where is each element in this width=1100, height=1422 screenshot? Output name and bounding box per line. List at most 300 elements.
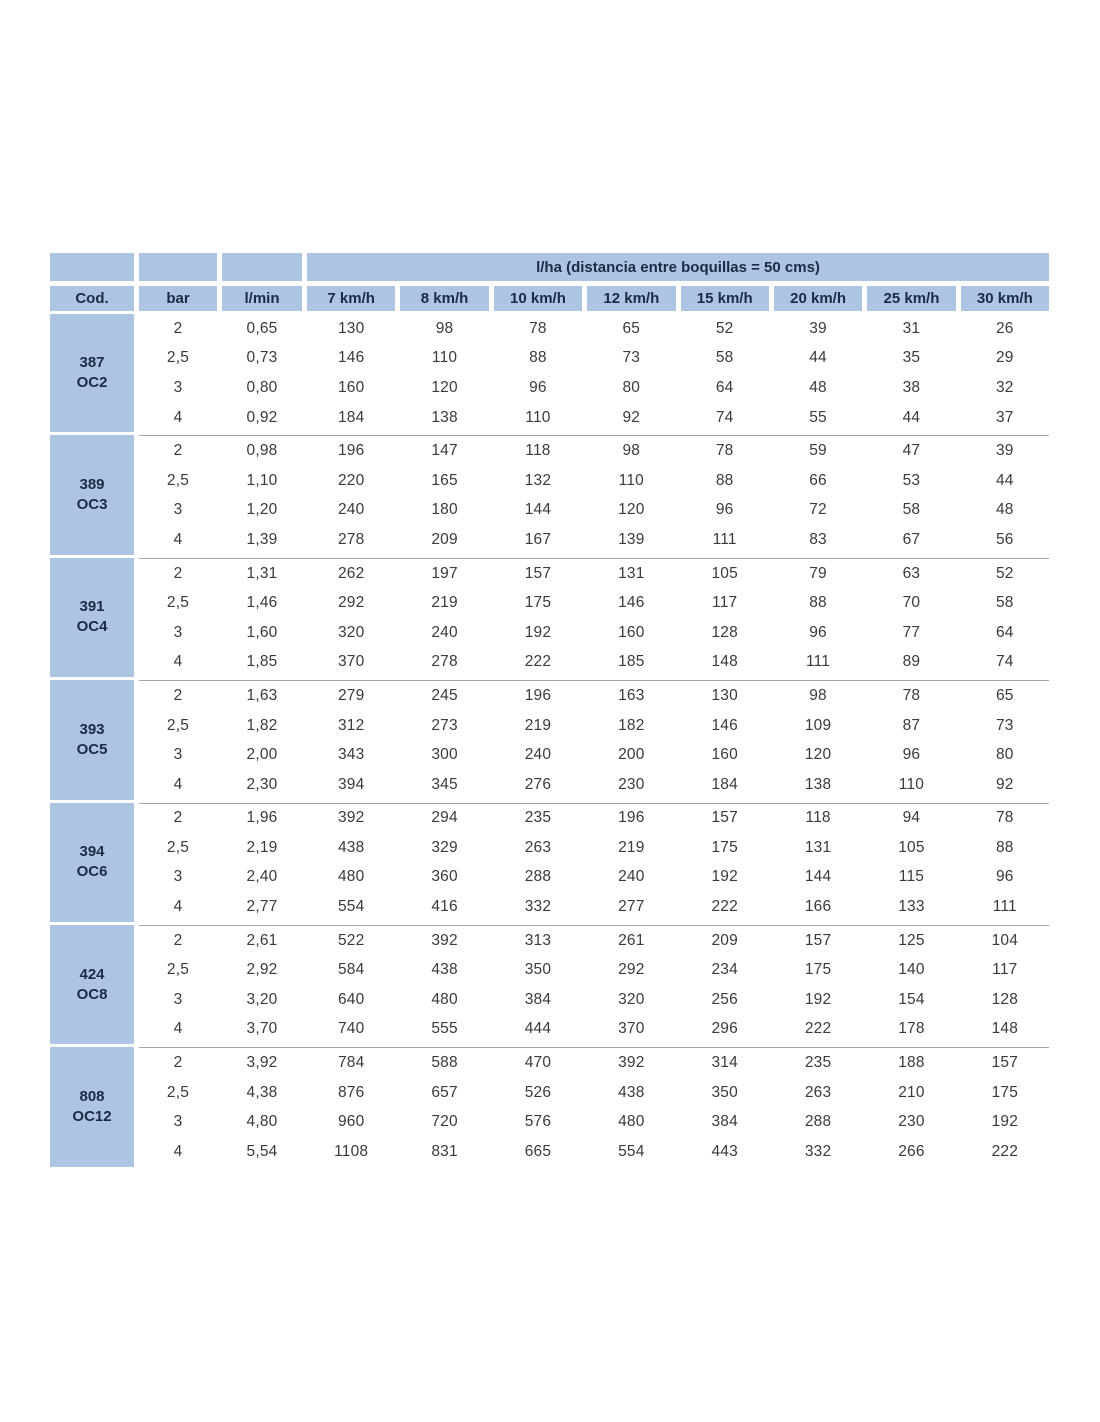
table-row: [139, 1107, 1049, 1137]
value-cell: 140: [898, 961, 925, 979]
value-cell: 157: [804, 931, 832, 949]
value-cell: 80: [995, 746, 1014, 764]
value-cell: 320: [618, 990, 645, 1008]
col-header-8kmh: 8 km/h: [400, 286, 488, 311]
value-cell: 138: [431, 408, 458, 426]
value-cell: 312: [337, 716, 365, 734]
value-cell: 192: [991, 1113, 1019, 1131]
value-cell: 665: [524, 1142, 552, 1160]
lmin-cell: 1,31: [246, 564, 278, 582]
value-cell: 588: [431, 1054, 458, 1072]
value-cell: 105: [898, 838, 925, 856]
value-cell: 115: [898, 868, 925, 886]
lmin-cell: 2,61: [246, 931, 278, 949]
value-cell: 416: [431, 898, 458, 916]
lmin-cell: 2,77: [246, 898, 278, 916]
table-row: [139, 559, 1049, 589]
table-row: [139, 985, 1049, 1015]
value-cell: 157: [991, 1054, 1019, 1072]
value-cell: 157: [711, 809, 738, 827]
value-cell: 128: [711, 623, 738, 641]
value-cell: 118: [805, 809, 831, 827]
bar-cell: 4: [173, 898, 183, 916]
value-cell: 146: [337, 349, 365, 367]
value-cell: 96: [715, 501, 734, 519]
value-cell: 256: [711, 990, 738, 1008]
bar-cell: 4: [173, 1020, 183, 1038]
value-cell: 263: [524, 838, 552, 856]
value-cell: 278: [337, 530, 365, 548]
table-row: [139, 373, 1049, 403]
value-cell: 88: [809, 594, 827, 612]
value-cell: 120: [431, 378, 458, 396]
col-header-30kmh: 30 km/h: [961, 286, 1049, 311]
value-cell: 263: [804, 1083, 832, 1101]
value-cell: 392: [618, 1054, 645, 1072]
value-cell: 48: [809, 378, 827, 396]
value-cell: 277: [618, 898, 645, 916]
table-row: [139, 648, 1049, 678]
value-cell: 110: [898, 775, 925, 793]
value-cell: 31: [902, 319, 921, 337]
group-rows: [139, 680, 1049, 799]
value-cell: 146: [618, 594, 645, 612]
bar-cell: 3: [173, 868, 183, 886]
table-row: [139, 1015, 1049, 1045]
value-cell: 167: [524, 530, 552, 548]
group-rows: [139, 925, 1049, 1044]
col-header-12kmh: 12 km/h: [587, 286, 675, 311]
value-cell: 222: [524, 653, 552, 671]
lmin-cell: 1,60: [246, 623, 278, 641]
span-header-lha: l/ha (distancia entre boquillas = 50 cms): [307, 253, 1049, 281]
value-cell: 370: [337, 653, 365, 671]
value-cell: 444: [524, 1020, 552, 1038]
header-spacer-cod: [50, 253, 134, 281]
lmin-cell: 1,46: [246, 594, 278, 612]
value-cell: 74: [715, 408, 734, 426]
table-row: [139, 588, 1049, 618]
table-row: [139, 833, 1049, 863]
value-cell: 438: [337, 838, 365, 856]
value-cell: 148: [711, 653, 738, 671]
value-cell: 329: [431, 838, 458, 856]
value-cell: 640: [337, 990, 365, 1008]
bar-cell: 3: [173, 623, 183, 641]
value-cell: 350: [524, 961, 552, 979]
lmin-cell: 1,96: [246, 809, 278, 827]
lmin-cell: 0,65: [246, 319, 278, 337]
group-code: 393: [79, 720, 105, 738]
value-cell: 273: [431, 716, 458, 734]
value-cell: 279: [337, 686, 365, 704]
value-cell: 96: [902, 746, 921, 764]
value-cell: 438: [431, 961, 458, 979]
group-model: OC6: [76, 863, 108, 881]
bar-cell: 2,5: [166, 716, 190, 734]
value-cell: 175: [524, 594, 552, 612]
value-cell: 98: [622, 442, 641, 460]
lmin-cell: 1,20: [246, 501, 278, 519]
value-cell: 178: [898, 1020, 925, 1038]
value-cell: 111: [712, 530, 737, 548]
value-cell: 92: [995, 775, 1014, 793]
value-cell: 184: [337, 408, 365, 426]
bar-cell: 2: [173, 564, 183, 582]
value-cell: 39: [809, 319, 827, 337]
value-cell: 32: [995, 378, 1014, 396]
value-cell: 52: [995, 564, 1014, 582]
bar-cell: 4: [173, 530, 183, 548]
group-code: 387: [79, 354, 105, 372]
value-cell: 313: [524, 931, 552, 949]
value-cell: 294: [431, 809, 458, 827]
value-cell: 110: [525, 408, 551, 426]
value-cell: 470: [524, 1054, 552, 1072]
value-cell: 314: [711, 1054, 738, 1072]
lmin-cell: 5,54: [246, 1142, 278, 1160]
value-cell: 83: [809, 530, 827, 548]
col-header-20kmh: 20 km/h: [774, 286, 862, 311]
value-cell: 219: [524, 716, 552, 734]
value-cell: 44: [902, 408, 921, 426]
table-row: [139, 955, 1049, 985]
value-cell: 240: [337, 501, 365, 519]
value-cell: 720: [431, 1113, 458, 1131]
value-cell: 64: [995, 623, 1014, 641]
value-cell: 163: [618, 686, 645, 704]
value-cell: 165: [431, 471, 458, 489]
value-cell: 350: [711, 1083, 738, 1101]
group-code: 389: [79, 476, 105, 494]
lmin-cell: 3,70: [246, 1020, 278, 1038]
group-rows: [139, 435, 1049, 554]
value-cell: 77: [902, 623, 921, 641]
table-row: [139, 740, 1049, 770]
value-cell: 148: [991, 1020, 1019, 1038]
table-row: [139, 711, 1049, 741]
value-cell: 96: [809, 623, 827, 641]
value-cell: 196: [337, 442, 365, 460]
value-cell: 784: [337, 1054, 365, 1072]
value-cell: 130: [711, 686, 738, 704]
bar-cell: 3: [173, 501, 183, 519]
value-cell: 240: [524, 746, 552, 764]
value-cell: 740: [337, 1020, 365, 1038]
bar-cell: 2: [173, 809, 183, 827]
bar-cell: 4: [173, 653, 183, 671]
value-cell: 300: [431, 746, 458, 764]
table-header-span-row: [50, 253, 1049, 281]
bar-cell: 4: [173, 1142, 183, 1160]
group-code-cell: [50, 558, 134, 677]
value-cell: 166: [804, 898, 832, 916]
value-cell: 131: [618, 564, 645, 582]
value-cell: 78: [715, 442, 734, 460]
value-cell: 120: [618, 501, 645, 519]
value-cell: 154: [898, 990, 925, 1008]
value-cell: 288: [804, 1113, 832, 1131]
value-cell: 584: [337, 961, 365, 979]
value-cell: 160: [337, 378, 365, 396]
table-row: [139, 466, 1049, 496]
bar-cell: 2: [173, 319, 183, 337]
value-cell: 58: [902, 501, 921, 519]
value-cell: 292: [337, 594, 365, 612]
bar-cell: 3: [173, 378, 183, 396]
value-cell: 89: [902, 653, 921, 671]
group-rows: [139, 803, 1049, 922]
group-code-cell: [50, 1047, 134, 1166]
lmin-cell: 2,40: [246, 868, 278, 886]
value-cell: 184: [711, 775, 738, 793]
bar-cell: 2,5: [166, 1083, 190, 1101]
value-cell: 219: [431, 594, 458, 612]
table-header-row: [50, 286, 1049, 311]
value-cell: 73: [995, 716, 1014, 734]
value-cell: 261: [618, 931, 645, 949]
value-cell: 147: [431, 442, 458, 460]
value-cell: 292: [618, 961, 645, 979]
value-cell: 192: [804, 990, 832, 1008]
value-cell: 245: [431, 686, 458, 704]
group-rows: [139, 558, 1049, 677]
table-group: [50, 1047, 1049, 1166]
value-cell: 230: [618, 775, 645, 793]
bar-cell: 2: [173, 442, 183, 460]
lmin-cell: 4,80: [246, 1113, 278, 1131]
lmin-cell: 1,39: [246, 530, 278, 548]
col-header-7kmh: 7 km/h: [307, 286, 395, 311]
col-header-15kmh: 15 km/h: [681, 286, 769, 311]
value-cell: 111: [805, 653, 831, 671]
group-code: 424: [79, 965, 105, 983]
table-row: [139, 1048, 1049, 1078]
value-cell: 343: [337, 746, 365, 764]
table-group: [50, 314, 1049, 432]
value-cell: 960: [337, 1113, 365, 1131]
value-cell: 320: [337, 623, 365, 641]
value-cell: 394: [337, 775, 365, 793]
value-cell: 111: [992, 898, 1017, 916]
value-cell: 219: [618, 838, 645, 856]
value-cell: 262: [337, 564, 365, 582]
bar-cell: 2: [173, 686, 183, 704]
lmin-cell: 2,00: [246, 746, 278, 764]
value-cell: 196: [618, 809, 645, 827]
value-cell: 72: [809, 501, 827, 519]
value-cell: 180: [431, 501, 458, 519]
value-cell: 1108: [334, 1142, 369, 1160]
value-cell: 384: [711, 1113, 738, 1131]
value-cell: 118: [525, 442, 551, 460]
table-group: [50, 680, 1049, 799]
value-cell: 48: [995, 501, 1014, 519]
table-row: [139, 436, 1049, 466]
value-cell: 175: [991, 1083, 1019, 1101]
value-cell: 392: [337, 809, 365, 827]
value-cell: 58: [995, 594, 1014, 612]
value-cell: 53: [902, 471, 921, 489]
table-row: [139, 344, 1049, 374]
value-cell: 278: [431, 653, 458, 671]
col-header-10kmh: 10 km/h: [494, 286, 582, 311]
table-group: [50, 558, 1049, 677]
value-cell: 133: [898, 898, 925, 916]
value-cell: 96: [529, 378, 547, 396]
value-cell: 139: [618, 530, 645, 548]
group-model: OC2: [76, 374, 108, 392]
value-cell: 200: [618, 746, 645, 764]
value-cell: 345: [431, 775, 458, 793]
bar-cell: 4: [173, 775, 183, 793]
value-cell: 87: [902, 716, 921, 734]
lmin-cell: 0,98: [246, 442, 278, 460]
value-cell: 59: [809, 442, 827, 460]
value-cell: 98: [809, 686, 827, 704]
table-body: [50, 314, 1049, 1167]
value-cell: 392: [431, 931, 458, 949]
value-cell: 438: [618, 1083, 645, 1101]
value-cell: 175: [804, 961, 832, 979]
value-cell: 443: [711, 1142, 738, 1160]
bar-cell: 3: [173, 1113, 183, 1131]
value-cell: 55: [809, 408, 827, 426]
value-cell: 80: [622, 378, 641, 396]
value-cell: 98: [435, 319, 454, 337]
value-cell: 657: [431, 1083, 458, 1101]
group-model: OC4: [76, 618, 108, 636]
value-cell: 384: [524, 990, 552, 1008]
lmin-cell: 4,38: [246, 1083, 278, 1101]
table-row: [139, 892, 1049, 922]
value-cell: 78: [902, 686, 921, 704]
group-code-cell: [50, 803, 134, 922]
group-code: 394: [79, 843, 105, 861]
table-row: [139, 618, 1049, 648]
value-cell: 288: [524, 868, 552, 886]
value-cell: 209: [431, 530, 458, 548]
value-cell: 70: [902, 594, 921, 612]
table-group: [50, 925, 1049, 1044]
value-cell: 109: [804, 716, 832, 734]
header-spacer-lmin: [222, 253, 302, 281]
value-cell: 209: [711, 931, 738, 949]
table-row: [139, 314, 1049, 344]
value-cell: 157: [524, 564, 552, 582]
value-cell: 52: [715, 319, 734, 337]
value-cell: 160: [711, 746, 738, 764]
value-cell: 37: [995, 408, 1014, 426]
table-row: [139, 1137, 1049, 1167]
table-row: [139, 403, 1049, 433]
value-cell: 332: [804, 1142, 832, 1160]
value-cell: 29: [995, 349, 1014, 367]
lmin-cell: 3,92: [246, 1054, 278, 1072]
value-cell: 185: [618, 653, 645, 671]
group-code-cell: [50, 435, 134, 554]
value-cell: 117: [712, 594, 738, 612]
value-cell: 39: [995, 442, 1014, 460]
value-cell: 125: [898, 931, 925, 949]
lmin-cell: 1,10: [246, 471, 278, 489]
value-cell: 56: [995, 530, 1014, 548]
value-cell: 146: [711, 716, 738, 734]
value-cell: 332: [524, 898, 552, 916]
value-cell: 276: [524, 775, 552, 793]
table-row: [139, 1078, 1049, 1108]
value-cell: 522: [337, 931, 365, 949]
lmin-cell: 2,30: [246, 775, 278, 793]
value-cell: 44: [995, 471, 1014, 489]
value-cell: 144: [804, 868, 832, 886]
bar-cell: 2,5: [166, 961, 190, 979]
value-cell: 104: [991, 931, 1019, 949]
group-code: 808: [79, 1087, 105, 1105]
value-cell: 480: [431, 990, 458, 1008]
group-model: OC8: [76, 985, 108, 1003]
value-cell: 44: [809, 349, 827, 367]
value-cell: 526: [524, 1083, 552, 1101]
value-cell: 138: [804, 775, 832, 793]
spray-rate-table: [50, 253, 1049, 1167]
value-cell: 222: [711, 898, 738, 916]
table-row: [139, 804, 1049, 834]
value-cell: 876: [337, 1083, 365, 1101]
group-code-cell: [50, 680, 134, 799]
bar-cell: 2,5: [166, 594, 190, 612]
value-cell: 266: [898, 1142, 925, 1160]
group-code-cell: [50, 925, 134, 1044]
value-cell: 88: [995, 838, 1014, 856]
value-cell: 576: [524, 1113, 552, 1131]
value-cell: 65: [995, 686, 1014, 704]
value-cell: 73: [622, 349, 641, 367]
lmin-cell: 0,80: [246, 378, 278, 396]
value-cell: 66: [809, 471, 827, 489]
value-cell: 480: [337, 868, 365, 886]
value-cell: 240: [431, 623, 458, 641]
table-group: [50, 435, 1049, 554]
lmin-cell: 2,92: [246, 961, 278, 979]
bar-cell: 2: [173, 931, 183, 949]
value-cell: 92: [622, 408, 641, 426]
value-cell: 38: [902, 378, 921, 396]
bar-cell: 2,5: [166, 349, 190, 367]
table-row: [139, 681, 1049, 711]
value-cell: 196: [524, 686, 552, 704]
lmin-cell: 2,19: [246, 838, 278, 856]
value-cell: 96: [995, 868, 1014, 886]
header-spacer-bar: [139, 253, 217, 281]
group-model: OC3: [76, 496, 108, 514]
col-header-bar: bar: [139, 286, 217, 311]
lmin-cell: 0,92: [246, 408, 278, 426]
value-cell: 188: [898, 1054, 925, 1072]
value-cell: 78: [529, 319, 547, 337]
value-cell: 65: [622, 319, 641, 337]
col-header-lmin: l/min: [222, 286, 302, 311]
value-cell: 192: [711, 868, 738, 886]
value-cell: 480: [618, 1113, 645, 1131]
bar-cell: 3: [173, 746, 183, 764]
value-cell: 58: [715, 349, 734, 367]
table-row: [139, 863, 1049, 893]
table-row: [139, 525, 1049, 555]
group-rows: [139, 1047, 1049, 1166]
value-cell: 197: [431, 564, 458, 582]
value-cell: 88: [529, 349, 547, 367]
